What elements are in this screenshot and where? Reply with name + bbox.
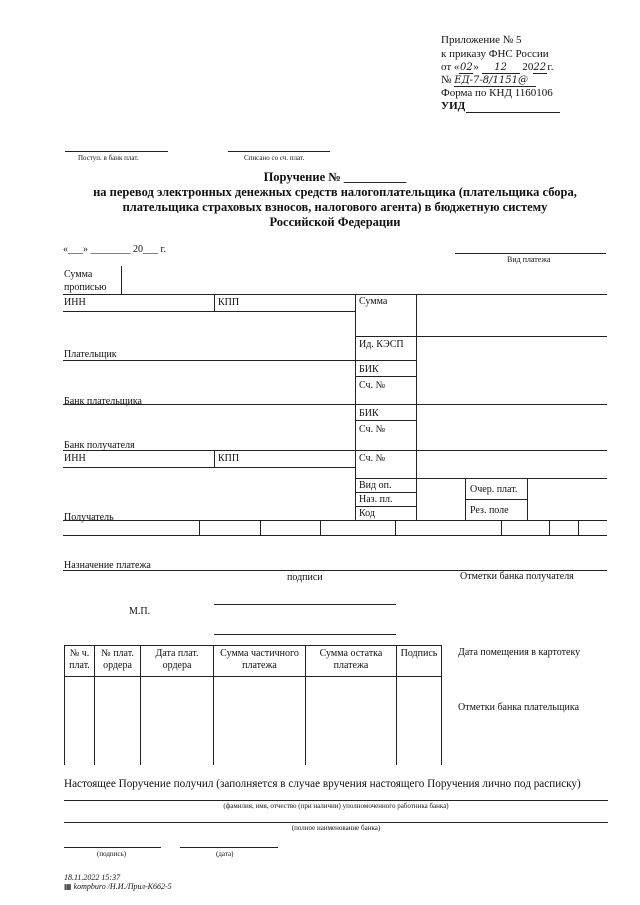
signature-line	[64, 847, 161, 848]
uid-label: УИД	[441, 100, 466, 112]
grid-line-code	[355, 506, 416, 507]
order-date	[441, 61, 553, 74]
signature-caption: (подпись)	[97, 850, 127, 858]
partial-table-header-bottom	[64, 676, 441, 677]
grid-line-payer-end	[63, 360, 416, 361]
debited-line	[228, 151, 330, 152]
partial-header-0: № ч. плат.	[69, 648, 90, 671]
form-knd: Форма по КНД 1160106	[441, 87, 553, 99]
uid-line	[466, 112, 560, 113]
payment-type-label: Вид платежа	[507, 255, 551, 264]
fio-caption: (фамилия, имя, отчество (при наличии) уполномоченного работника банка)	[223, 802, 449, 810]
order-number	[441, 74, 536, 87]
grid-vline-kpp	[214, 294, 215, 312]
date-day: 02	[460, 62, 473, 73]
purpose-label: Назначение платежа	[64, 560, 151, 571]
signature-line-2	[214, 634, 396, 635]
acct-recipient-label: Сч. №	[359, 424, 386, 435]
purpose-code-label: Наз. пл.	[359, 494, 393, 505]
num-value: ЕД-7-8/1151@	[454, 75, 536, 87]
grid-vline-main	[355, 294, 356, 520]
date-caption: (дата)	[216, 850, 234, 858]
bank-name-line	[64, 822, 608, 823]
signatures-label: подписи	[287, 572, 323, 583]
date-suffix: г.	[547, 61, 554, 73]
grid-vline-queue-val	[527, 478, 528, 520]
payer-label: Плательщик	[64, 349, 117, 360]
fio-line	[64, 800, 608, 801]
op-type-label: Вид оп.	[359, 480, 392, 491]
grid-line-purpose-code	[355, 492, 416, 493]
partial-header-5: Подпись	[400, 648, 438, 659]
received-label: Поступ. в банк плат.	[78, 154, 139, 162]
acct-recipient-2-label: Сч. №	[359, 453, 386, 464]
grid-line-payer-bank	[63, 404, 607, 405]
reserve-label: Рез. поле	[470, 505, 509, 516]
title-line-1: Поручение № __________	[263, 170, 407, 184]
kpp-recipient-label: КПП	[218, 453, 240, 464]
date-mid: »	[473, 61, 479, 73]
partial-col-2	[140, 645, 141, 765]
recipient-label: Получатель	[64, 512, 114, 523]
stamp-label: М.П.	[129, 606, 151, 617]
extra-vline-2	[260, 520, 261, 535]
debited-label: Списано со сч. плат.	[244, 154, 305, 162]
extra-vline-6	[549, 520, 550, 535]
bik-payer-label: БИК	[359, 364, 379, 375]
grid-vline-right	[416, 294, 417, 520]
partial-header-2: Дата плат. ордера	[155, 648, 199, 671]
inn-label: ИНН	[64, 297, 86, 308]
code-label: Код	[359, 508, 375, 519]
grid-line-recipient	[63, 520, 607, 521]
footer-path	[64, 882, 172, 891]
acct-payer-label: Сч. №	[359, 380, 386, 391]
grid-line-inn2	[63, 467, 355, 468]
title-line-3: плательщика страховых взносов, налогового агента) в бюджетную систему	[122, 200, 548, 214]
footer-timestamp: 18.11.2022 15:37	[64, 873, 121, 882]
grid-line-queue	[465, 499, 527, 500]
extra-vline-7	[578, 520, 579, 535]
title-line-4: Российской Федерации	[269, 215, 401, 229]
grid-line-sum	[355, 336, 607, 337]
file-icon: ▦	[64, 882, 72, 891]
grid-line-op	[355, 478, 607, 479]
footer-path-text: kompburo /Н.И./Прил-К662-5	[73, 882, 172, 891]
bik-recipient-label: БИК	[359, 408, 379, 419]
order-date-line: «___» ________ 20___ г.	[63, 244, 166, 255]
kesp-label: Ид. КЭСП	[359, 339, 404, 350]
partial-col-1	[94, 645, 95, 765]
amount-words-label: Сумма прописью	[64, 269, 107, 293]
appendix-number: Приложение № 5	[441, 34, 522, 46]
extra-vline-5	[501, 520, 502, 535]
document-title	[60, 170, 610, 230]
extra-vline-4	[395, 520, 396, 535]
date-year: 22	[533, 62, 547, 73]
bank-name-caption: (полное наименование банка)	[291, 824, 381, 832]
recipient-bank-marks: Отметки банка получателя	[460, 571, 574, 582]
grid-vline-kpp2	[214, 450, 215, 468]
partial-header-1: № плат. ордера	[101, 648, 134, 671]
sum-label: Сумма	[359, 296, 388, 307]
file-date-label: Дата помещения в картотеку	[458, 647, 581, 658]
grid-line-payer	[63, 311, 355, 312]
date-prefix: от «	[441, 61, 460, 73]
grid-line-bik2	[355, 420, 416, 421]
partial-col-6	[441, 645, 442, 765]
date-line	[180, 847, 278, 848]
num-prefix: №	[441, 74, 452, 86]
kpp-label: КПП	[218, 297, 240, 308]
extra-vline-1	[199, 520, 200, 535]
queue-label: Очер. плат.	[470, 484, 518, 495]
date-year-prefix: 20	[522, 61, 534, 73]
grid-line-1	[63, 294, 607, 295]
partial-col-5	[396, 645, 397, 765]
partial-col-3	[213, 645, 214, 765]
date-month: 12	[482, 62, 520, 74]
signature-line-1	[214, 604, 396, 605]
payment-type-line	[455, 253, 606, 254]
partial-col-4	[305, 645, 306, 765]
inn-recipient-label: ИНН	[64, 453, 86, 464]
receipt-statement: Настоящее Поручение получил (заполняется в случае вручения настоящего Поручения лично под расписку)	[64, 778, 581, 790]
title-line-2: на перевод электронных денежных средств налогоплательщика (плательщика сбора,	[93, 185, 577, 199]
payer-bank-marks: Отметки банка плательщика	[458, 702, 580, 713]
received-line	[65, 151, 168, 152]
order-reference: к приказу ФНС России	[441, 48, 549, 60]
recipient-bank-label: Банк получателя	[64, 440, 135, 451]
partial-header-4: Сумма остатка платежа	[319, 648, 383, 671]
payer-bank-label: Банк плательщика	[64, 396, 142, 407]
partial-table-top	[64, 645, 441, 646]
partial-header-3: Сумма частичного платежа	[220, 648, 299, 671]
extra-vline-3	[320, 520, 321, 535]
grid-line-extra	[63, 535, 607, 536]
grid-line-bik1	[355, 376, 416, 377]
amount-words-divider	[121, 266, 122, 294]
grid-line-recipient-bank	[63, 450, 607, 451]
